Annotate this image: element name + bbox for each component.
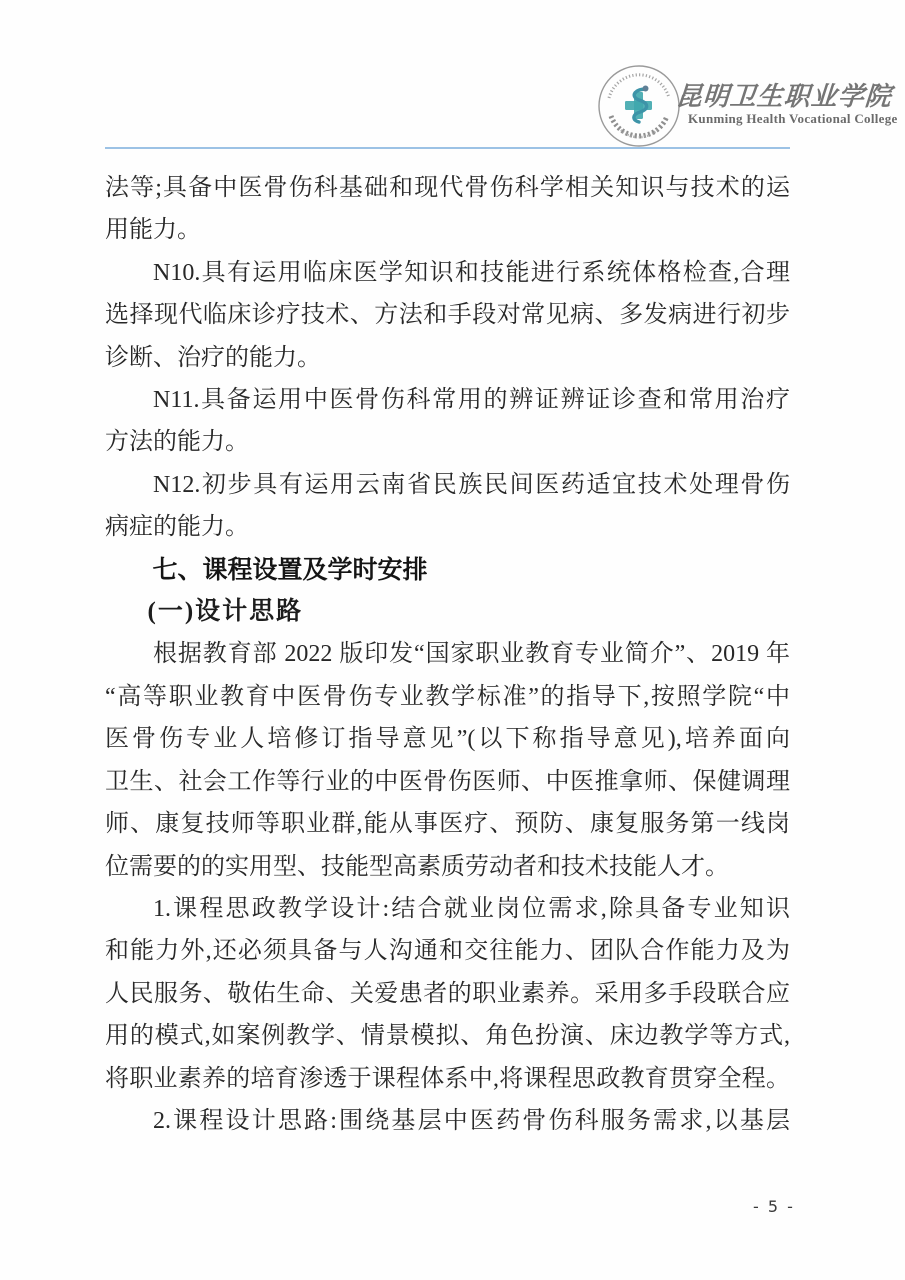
text-line: 七、课程设置及学时安排 bbox=[152, 555, 428, 584]
paragraph bbox=[105, 464, 790, 549]
text-line: (一)设计思路 bbox=[147, 598, 304, 626]
subsection-heading bbox=[105, 591, 790, 633]
text-line: 医骨伤专业人培修订指导意见”(以下称指导意见),培养面向 bbox=[105, 726, 790, 753]
text-line: 用能力。 bbox=[105, 217, 201, 244]
paragraph bbox=[105, 252, 790, 379]
college-name-zh: 昆明卫生职业学院 bbox=[674, 82, 893, 111]
text-line: 方法的能力。 bbox=[105, 429, 249, 456]
paragraph bbox=[105, 888, 790, 1100]
text-line: 选择现代临床诊疗技术、方法和手段对常见病、多发病进行初步 bbox=[105, 302, 790, 329]
college-name-en: Kunming Health Vocational College bbox=[688, 111, 898, 126]
text-line: 病症的能力。 bbox=[105, 514, 249, 541]
text-line: 和能力外,还必须具备与人沟通和交往能力、团队合作能力及为 bbox=[105, 938, 790, 965]
text-line: 2.课程设计思路:围绕基层中医药骨伤科服务需求,以基层 bbox=[153, 1107, 790, 1134]
text-line: 诊断、治疗的能力。 bbox=[105, 344, 321, 371]
document-body bbox=[105, 167, 790, 1142]
text-line: 1.课程思政教学设计:结合就业岗位需求,除具备专业知识 bbox=[153, 895, 790, 922]
text-line: 人民服务、敬佑生命、关爱患者的职业素养。采用多手段联合应 bbox=[105, 980, 790, 1007]
text-line: 位需要的的实用型、技能型高素质劳动者和技术技能人才。 bbox=[105, 853, 729, 880]
paragraph bbox=[105, 167, 790, 252]
page-number: - 5 - bbox=[753, 1197, 795, 1216]
paragraph bbox=[105, 379, 790, 464]
text-line: 将职业素养的培育渗透于课程体系中,将课程思政教育贯穿全程。 bbox=[105, 1065, 790, 1092]
section-heading bbox=[105, 549, 790, 591]
paragraph bbox=[105, 633, 790, 887]
text-line: 法等;具备中医骨伤科基础和现代骨伤科学相关知识与技术的运 bbox=[105, 175, 790, 201]
text-line: N12.初步具有运用云南省民族民间医药适宜技术处理骨伤 bbox=[153, 471, 790, 498]
text-line: 师、康复技师等职业群,能从事医疗、预防、康复服务第一线岗 bbox=[105, 811, 790, 838]
text-line: N11.具备运用中医骨伤科常用的辨证辨证诊查和常用治疗 bbox=[153, 387, 790, 414]
college-seal-icon bbox=[597, 64, 681, 148]
text-line: “高等职业教育中医骨伤专业教学标准”的指导下,按照学院“中 bbox=[105, 683, 790, 710]
text-line: N10.具有运用临床医学知识和技能进行系统体格检查,合理 bbox=[153, 259, 790, 286]
text-line: 卫生、社会工作等行业的中医骨伤医师、中医推拿师、保健调理 bbox=[105, 768, 790, 795]
paragraph bbox=[105, 1100, 790, 1142]
header-divider-line bbox=[105, 147, 790, 149]
text-line: 根据教育部 2022 版印发“国家职业教育专业简介”、2019 年 bbox=[153, 641, 790, 668]
text-line: 用的模式,如案例教学、情景模拟、角色扮演、床边教学等方式, bbox=[105, 1023, 790, 1050]
